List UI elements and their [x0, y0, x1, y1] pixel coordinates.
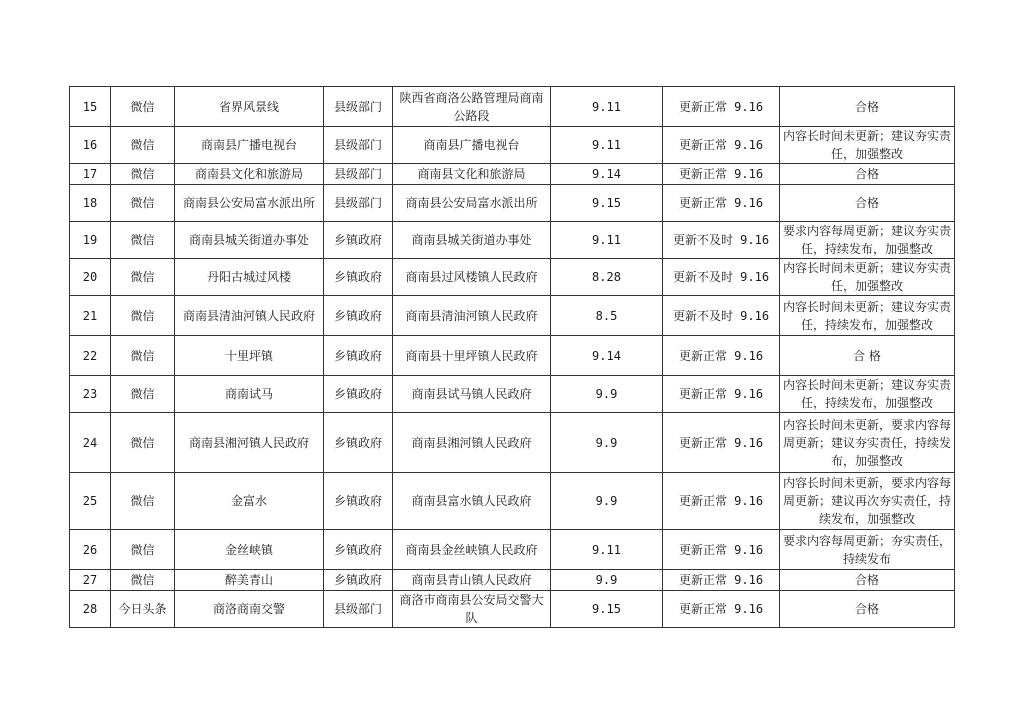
table-row: [70, 164, 955, 185]
cell-last-update: 9.15: [551, 185, 663, 222]
cell-result: 内容长时间未更新，要求内容每周更新；建议再次夯实责任，持续发布，加强整改: [780, 473, 955, 530]
cell-check: 更新正常 9.16: [663, 127, 780, 164]
cell-no: 25: [70, 473, 111, 530]
table-row: [70, 185, 955, 222]
cell-account: 金丝峡镇: [175, 530, 324, 570]
cell-account: 醉美青山: [175, 570, 324, 591]
cell-result: 内容长时间未更新；建议夯实责任，加强整改: [780, 259, 955, 296]
cell-level: 乡镇政府: [324, 336, 393, 376]
cell-org: 商南县公安局富水派出所: [393, 185, 551, 222]
cell-platform: 微信: [111, 473, 175, 530]
cell-account: 丹阳古城过风楼: [175, 259, 324, 296]
cell-last-update: 9.11: [551, 222, 663, 259]
cell-result: 合格: [780, 185, 955, 222]
cell-platform: 微信: [111, 336, 175, 376]
cell-last-update: 9.14: [551, 336, 663, 376]
cell-check: 更新不及时 9.16: [663, 259, 780, 296]
cell-check: 更新正常 9.16: [663, 591, 780, 628]
cell-result: 合 格: [780, 336, 955, 376]
cell-platform: 微信: [111, 222, 175, 259]
cell-account: 商南试马: [175, 376, 324, 413]
cell-check: 更新正常 9.16: [663, 87, 780, 127]
cell-last-update: 8.28: [551, 259, 663, 296]
cell-platform: 微信: [111, 296, 175, 336]
cell-check: 更新正常 9.16: [663, 336, 780, 376]
account-inspection-table: [69, 86, 955, 628]
cell-no: 15: [70, 87, 111, 127]
cell-level: 乡镇政府: [324, 570, 393, 591]
table-row: [70, 413, 955, 473]
cell-result: 合格: [780, 87, 955, 127]
cell-level: 乡镇政府: [324, 222, 393, 259]
cell-no: 26: [70, 530, 111, 570]
cell-check: 更新正常 9.16: [663, 570, 780, 591]
table-row: [70, 591, 955, 628]
cell-account: 金富水: [175, 473, 324, 530]
cell-last-update: 9.11: [551, 87, 663, 127]
cell-check: 更新不及时 9.16: [663, 222, 780, 259]
table-row: [70, 376, 955, 413]
cell-level: 县级部门: [324, 164, 393, 185]
table-row: [70, 87, 955, 127]
cell-no: 20: [70, 259, 111, 296]
cell-account: 十里坪镇: [175, 336, 324, 376]
cell-check: 更新正常 9.16: [663, 413, 780, 473]
cell-last-update: 9.9: [551, 473, 663, 530]
cell-account: 商南县湘河镇人民政府: [175, 413, 324, 473]
cell-level: 乡镇政府: [324, 473, 393, 530]
cell-result: 内容长时间未更新；建议夯实责任，持续发布，加强整改: [780, 296, 955, 336]
cell-account: 商南县城关街道办事处: [175, 222, 324, 259]
cell-org: 商南县湘河镇人民政府: [393, 413, 551, 473]
cell-no: 16: [70, 127, 111, 164]
cell-platform: 微信: [111, 530, 175, 570]
cell-org: 陕西省商洛公路管理局商南公路段: [393, 87, 551, 127]
cell-account: 商南县广播电视台: [175, 127, 324, 164]
cell-account: 商南县公安局富水派出所: [175, 185, 324, 222]
table-row: [70, 296, 955, 336]
cell-level: 县级部门: [324, 87, 393, 127]
cell-level: 县级部门: [324, 185, 393, 222]
cell-no: 21: [70, 296, 111, 336]
cell-result: 要求内容每周更新；建议夯实责任，持续发布，加强整改: [780, 222, 955, 259]
cell-org: 商南县城关街道办事处: [393, 222, 551, 259]
cell-result: 内容长时间未更新，要求内容每周更新；建议夯实责任，持续发布，加强整改: [780, 413, 955, 473]
cell-org: 商南县广播电视台: [393, 127, 551, 164]
cell-level: 乡镇政府: [324, 413, 393, 473]
cell-result: 内容长时间未更新；建议夯实责任，持续发布，加强整改: [780, 376, 955, 413]
cell-org: 商洛市商南县公安局交警大队: [393, 591, 551, 628]
cell-no: 24: [70, 413, 111, 473]
cell-platform: 今日头条: [111, 591, 175, 628]
cell-platform: 微信: [111, 164, 175, 185]
cell-check: 更新正常 9.16: [663, 185, 780, 222]
cell-no: 22: [70, 336, 111, 376]
cell-no: 18: [70, 185, 111, 222]
cell-result: 合格: [780, 164, 955, 185]
cell-no: 19: [70, 222, 111, 259]
table-row: [70, 127, 955, 164]
cell-level: 乡镇政府: [324, 376, 393, 413]
cell-level: 乡镇政府: [324, 259, 393, 296]
cell-no: 28: [70, 591, 111, 628]
cell-account: 省界风景线: [175, 87, 324, 127]
cell-no: 27: [70, 570, 111, 591]
table-row: [70, 570, 955, 591]
cell-org: 商南县富水镇人民政府: [393, 473, 551, 530]
cell-check: 更新正常 9.16: [663, 376, 780, 413]
cell-level: 乡镇政府: [324, 530, 393, 570]
cell-platform: 微信: [111, 185, 175, 222]
cell-result: 内容长时间未更新；建议夯实责任，加强整改: [780, 127, 955, 164]
cell-result: 合格: [780, 591, 955, 628]
table-row: [70, 473, 955, 530]
cell-platform: 微信: [111, 570, 175, 591]
cell-no: 23: [70, 376, 111, 413]
table-row: [70, 336, 955, 376]
table-row: [70, 222, 955, 259]
cell-org: 商南县清油河镇人民政府: [393, 296, 551, 336]
cell-platform: 微信: [111, 376, 175, 413]
cell-last-update: 9.15: [551, 591, 663, 628]
cell-check: 更新不及时 9.16: [663, 296, 780, 336]
cell-check: 更新正常 9.16: [663, 164, 780, 185]
cell-platform: 微信: [111, 87, 175, 127]
cell-org: 商南县十里坪镇人民政府: [393, 336, 551, 376]
cell-org: 商南县金丝峡镇人民政府: [393, 530, 551, 570]
cell-result: 合格: [780, 570, 955, 591]
cell-last-update: 9.11: [551, 530, 663, 570]
cell-org: 商南县试马镇人民政府: [393, 376, 551, 413]
table-row: [70, 259, 955, 296]
cell-last-update: 9.11: [551, 127, 663, 164]
cell-account: 商南县清油河镇人民政府: [175, 296, 324, 336]
cell-result: 要求内容每周更新；夯实责任，持续发布: [780, 530, 955, 570]
cell-platform: 微信: [111, 127, 175, 164]
cell-no: 17: [70, 164, 111, 185]
cell-level: 县级部门: [324, 127, 393, 164]
cell-level: 乡镇政府: [324, 296, 393, 336]
cell-last-update: 9.9: [551, 413, 663, 473]
cell-platform: 微信: [111, 413, 175, 473]
cell-last-update: 9.9: [551, 376, 663, 413]
cell-org: 商南县过风楼镇人民政府: [393, 259, 551, 296]
cell-last-update: 9.14: [551, 164, 663, 185]
cell-check: 更新正常 9.16: [663, 473, 780, 530]
cell-platform: 微信: [111, 259, 175, 296]
cell-account: 商洛商南交警: [175, 591, 324, 628]
cell-account: 商南县文化和旅游局: [175, 164, 324, 185]
cell-check: 更新正常 9.16: [663, 530, 780, 570]
cell-last-update: 9.9: [551, 570, 663, 591]
cell-level: 县级部门: [324, 591, 393, 628]
cell-org: 商南县文化和旅游局: [393, 164, 551, 185]
cell-last-update: 8.5: [551, 296, 663, 336]
table-row: [70, 530, 955, 570]
cell-org: 商南县青山镇人民政府: [393, 570, 551, 591]
